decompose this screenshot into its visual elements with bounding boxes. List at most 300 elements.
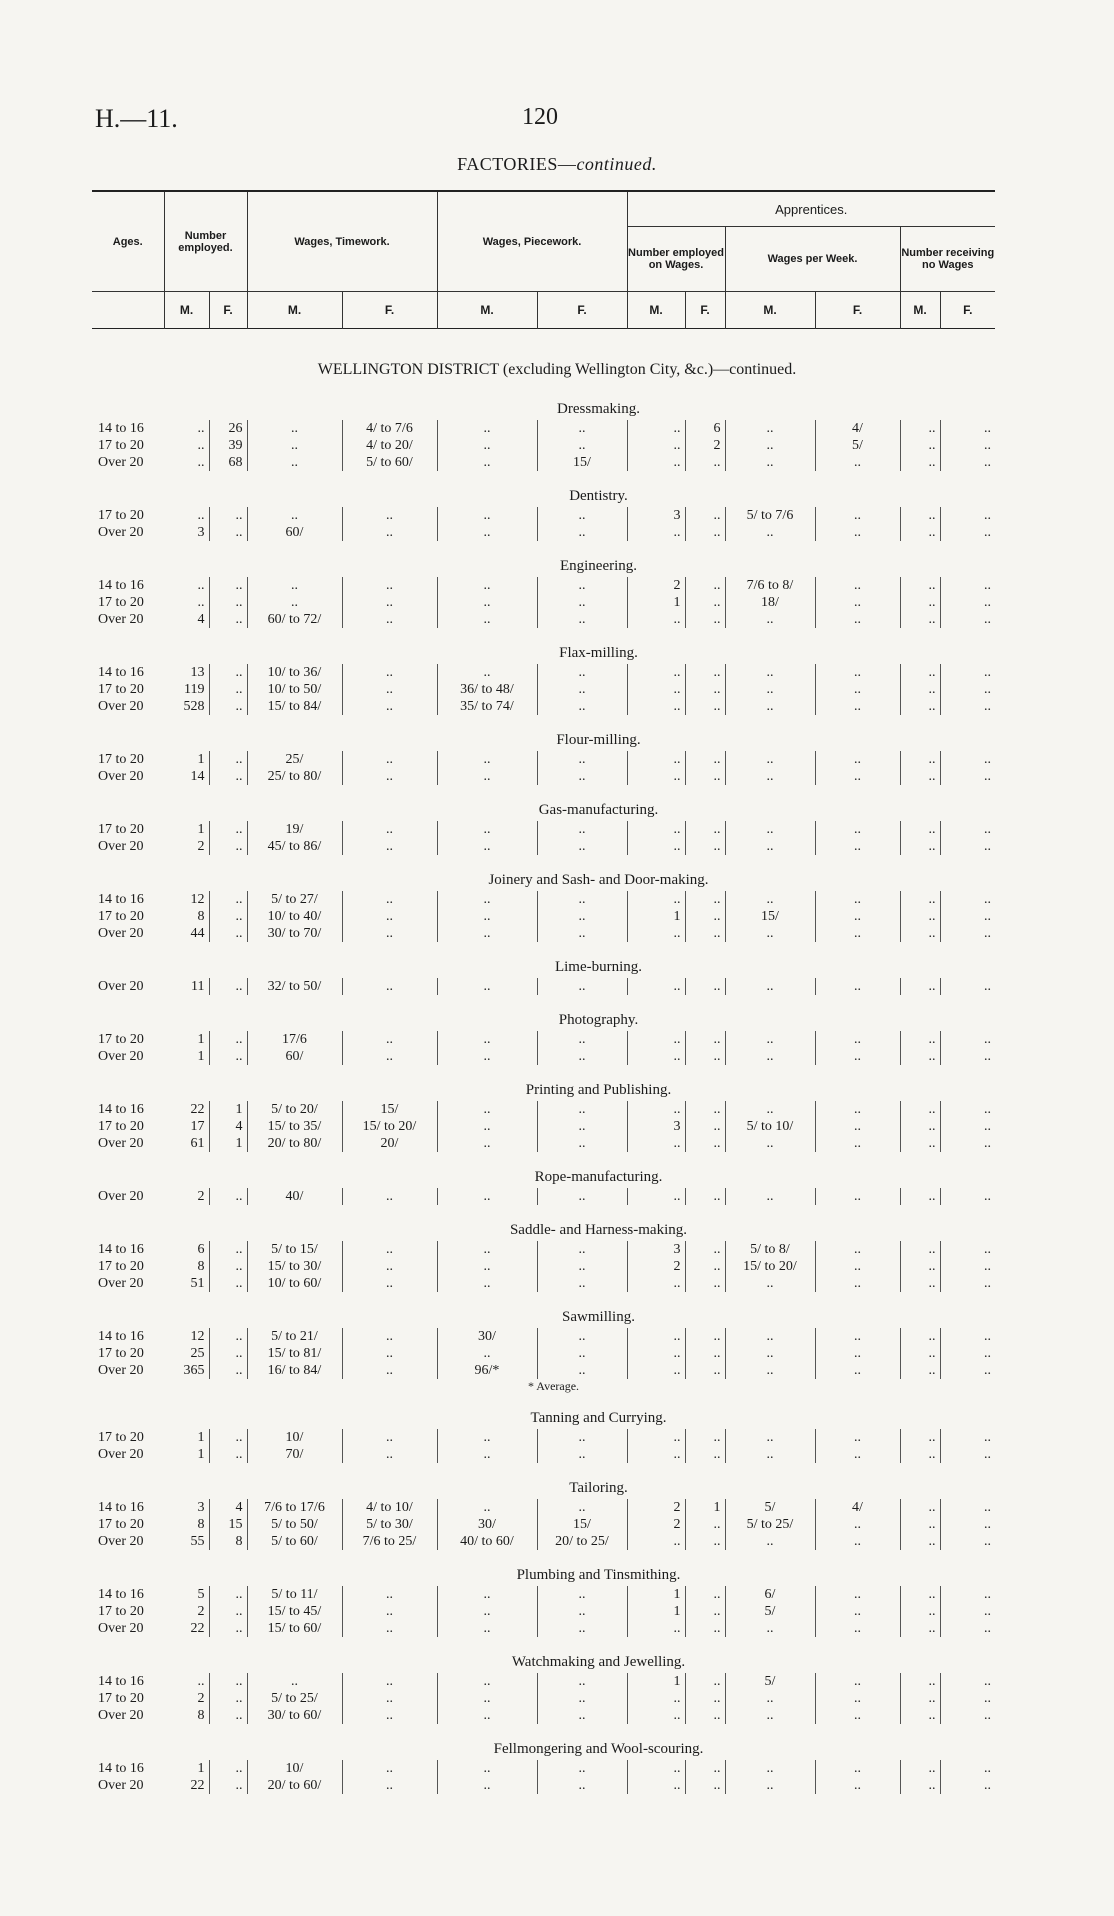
cell-appr-wage-f: .. xyxy=(815,1101,900,1118)
cell-piecework-f: 20/ to 25/ xyxy=(537,1533,627,1550)
cell-appr-employed-f: .. xyxy=(685,577,725,594)
section xyxy=(92,1738,995,1794)
cell-timework-f: 4/ to 10/ xyxy=(342,1499,437,1516)
cell-appr-wage-f: .. xyxy=(815,1707,900,1724)
cell-appr-wage-f: .. xyxy=(815,611,900,628)
cell-timework-f: .. xyxy=(342,1760,437,1777)
cell-piecework-f: 15/ xyxy=(537,454,627,471)
cell-appr-nowage-m: .. xyxy=(900,1603,940,1620)
cell-timework-m: .. xyxy=(247,420,342,437)
cell-appr-nowage-m: .. xyxy=(900,437,940,454)
table-row xyxy=(92,577,995,594)
cell-appr-nowage-m: .. xyxy=(900,681,940,698)
cell-employed-m: .. xyxy=(164,577,209,594)
cell-age: Over 20 xyxy=(98,979,144,994)
cell-piecework-m: .. xyxy=(437,664,537,681)
cell-appr-employed-m: 1 xyxy=(627,1673,685,1690)
cell-appr-wage-m: .. xyxy=(725,420,815,437)
cell-appr-employed-m: 2 xyxy=(627,1516,685,1533)
table-row xyxy=(92,1118,995,1135)
table-row xyxy=(92,524,995,541)
cell-appr-nowage-m: .. xyxy=(900,611,940,628)
cell-piecework-f: .. xyxy=(537,1690,627,1707)
cell-appr-employed-f: .. xyxy=(685,1135,725,1152)
m-header: M. xyxy=(164,292,209,329)
cell-employed-m: 365 xyxy=(164,1362,209,1379)
cell-appr-wage-f: 4/ xyxy=(815,1499,900,1516)
cell-employed-f: .. xyxy=(209,768,247,785)
table-row xyxy=(92,507,995,524)
section-table xyxy=(92,420,995,471)
cell-piecework-f: .. xyxy=(537,1118,627,1135)
cell-appr-employed-f: .. xyxy=(685,1101,725,1118)
cell-appr-wage-f: .. xyxy=(815,1188,900,1205)
cell-appr-nowage-m: .. xyxy=(900,1048,940,1065)
cell-employed-f: .. xyxy=(209,698,247,715)
cell-timework-m: 5/ to 11/ xyxy=(247,1586,342,1603)
cell-appr-employed-m: 1 xyxy=(627,1603,685,1620)
cell-employed-f: .. xyxy=(209,1777,247,1794)
cell-appr-nowage-m: .. xyxy=(900,1031,940,1048)
cell-timework-m: 5/ to 20/ xyxy=(247,1101,342,1118)
cell-employed-m: 8 xyxy=(164,908,209,925)
cell-appr-wage-f: .. xyxy=(815,821,900,838)
cell-appr-employed-m: .. xyxy=(627,1533,685,1550)
cell-appr-wage-m: .. xyxy=(725,891,815,908)
cell-appr-employed-m: .. xyxy=(627,1135,685,1152)
cell-employed-f: .. xyxy=(209,1345,247,1362)
cell-appr-employed-f: .. xyxy=(685,681,725,698)
cell-piecework-m: .. xyxy=(437,891,537,908)
cell-employed-m: 55 xyxy=(164,1533,209,1550)
cell-appr-wage-m: .. xyxy=(725,1101,815,1118)
cell-appr-employed-m: .. xyxy=(627,1690,685,1707)
cell-piecework-f: .. xyxy=(537,611,627,628)
cell-appr-wage-m: .. xyxy=(725,698,815,715)
cell-appr-nowage-f: .. xyxy=(984,1621,991,1636)
cell-employed-m: 1 xyxy=(164,1031,209,1048)
cell-appr-wage-f: .. xyxy=(815,594,900,611)
cell-piecework-f: .. xyxy=(537,1048,627,1065)
cell-piecework-f: .. xyxy=(537,908,627,925)
cell-timework-f: 5/ to 60/ xyxy=(342,454,437,471)
cell-piecework-m: .. xyxy=(437,1760,537,1777)
cell-employed-m: 1 xyxy=(164,1429,209,1446)
cell-appr-employed-m: .. xyxy=(627,768,685,785)
apprentices-header: Apprentices. xyxy=(627,191,995,227)
cell-timework-m: 10/ to 40/ xyxy=(247,908,342,925)
cell-employed-m: .. xyxy=(164,507,209,524)
cell-appr-wage-m: .. xyxy=(725,838,815,855)
cell-timework-m: 10/ to 50/ xyxy=(247,681,342,698)
section-title: Flax-milling. xyxy=(559,645,638,661)
cell-appr-employed-m: 2 xyxy=(627,1258,685,1275)
cell-appr-wage-f: .. xyxy=(815,1690,900,1707)
cell-appr-employed-f: .. xyxy=(685,1620,725,1637)
cell-timework-f: .. xyxy=(342,524,437,541)
table-row xyxy=(92,1707,995,1724)
cell-appr-employed-m: .. xyxy=(627,681,685,698)
cell-timework-m: 60/ xyxy=(247,524,342,541)
cell-appr-nowage-m: .. xyxy=(900,1533,940,1550)
cell-timework-f: .. xyxy=(342,1328,437,1345)
cell-age: 14 to 16 xyxy=(98,1242,144,1257)
cell-employed-f: .. xyxy=(209,1362,247,1379)
cell-employed-m: 51 xyxy=(164,1275,209,1292)
cell-age: 17 to 20 xyxy=(98,909,144,924)
cell-piecework-f: .. xyxy=(537,1362,627,1379)
table-row xyxy=(92,908,995,925)
cell-timework-m: 60/ xyxy=(247,1048,342,1065)
cell-timework-f: 15/ to 20/ xyxy=(342,1118,437,1135)
cell-timework-f: .. xyxy=(342,1586,437,1603)
cell-appr-wage-f: .. xyxy=(815,1362,900,1379)
cell-timework-m: .. xyxy=(247,507,342,524)
cell-age: 14 to 16 xyxy=(98,1761,144,1776)
section-table xyxy=(92,1586,995,1637)
table-row xyxy=(92,1258,995,1275)
cell-appr-wage-m: .. xyxy=(725,1188,815,1205)
cell-employed-m: 11 xyxy=(164,978,209,995)
cell-appr-wage-f: .. xyxy=(815,1586,900,1603)
cell-appr-nowage-f: .. xyxy=(984,1032,991,1047)
cell-appr-nowage-f: .. xyxy=(984,508,991,523)
cell-appr-wage-m: 6/ xyxy=(725,1586,815,1603)
section xyxy=(92,398,995,471)
cell-employed-f: .. xyxy=(209,1048,247,1065)
cell-piecework-f: .. xyxy=(537,1673,627,1690)
cell-appr-wage-m: .. xyxy=(725,1275,815,1292)
cell-age: 14 to 16 xyxy=(98,1329,144,1344)
cell-piecework-f: .. xyxy=(537,420,627,437)
cell-timework-m: 5/ to 50/ xyxy=(247,1516,342,1533)
cell-employed-f: .. xyxy=(209,751,247,768)
section-table xyxy=(92,1673,995,1724)
cell-appr-wage-f: .. xyxy=(815,1275,900,1292)
cell-appr-nowage-m: .. xyxy=(900,1188,940,1205)
cell-employed-m: 1 xyxy=(164,1048,209,1065)
cell-appr-wage-m: 5/ to 25/ xyxy=(725,1516,815,1533)
cell-appr-wage-m: .. xyxy=(725,1429,815,1446)
cell-employed-m: 61 xyxy=(164,1135,209,1152)
cell-employed-f: .. xyxy=(209,1586,247,1603)
cell-appr-nowage-f: .. xyxy=(984,1447,991,1462)
cell-age: 17 to 20 xyxy=(98,1032,144,1047)
cell-piecework-f: .. xyxy=(537,1707,627,1724)
cell-employed-m: 1 xyxy=(164,821,209,838)
cell-appr-employed-f: .. xyxy=(685,1258,725,1275)
cell-appr-nowage-m: .. xyxy=(900,1673,940,1690)
cell-appr-wage-f: .. xyxy=(815,664,900,681)
cell-timework-m: 16/ to 84/ xyxy=(247,1362,342,1379)
cell-employed-f: 15 xyxy=(209,1516,247,1533)
cell-age: 17 to 20 xyxy=(98,1430,144,1445)
table-row xyxy=(92,1690,995,1707)
section xyxy=(92,1306,995,1393)
section-title: Gas-manufacturing. xyxy=(538,802,659,818)
cell-timework-m: 5/ to 25/ xyxy=(247,1690,342,1707)
footnote: * Average. xyxy=(527,1379,580,1393)
cell-employed-f: .. xyxy=(209,664,247,681)
table-row xyxy=(92,1603,995,1620)
cell-appr-nowage-f: .. xyxy=(984,979,991,994)
cell-appr-employed-f: .. xyxy=(685,908,725,925)
cell-timework-m: .. xyxy=(247,454,342,471)
cell-appr-wage-f: .. xyxy=(815,1516,900,1533)
f-header: F. xyxy=(685,292,725,329)
cell-piecework-f: .. xyxy=(537,1429,627,1446)
cell-timework-f: .. xyxy=(342,978,437,995)
section xyxy=(92,1651,995,1724)
cell-appr-employed-m: .. xyxy=(627,611,685,628)
cell-appr-employed-f: .. xyxy=(685,1118,725,1135)
cell-employed-f: .. xyxy=(209,1760,247,1777)
cell-appr-wage-m: 5/ to 10/ xyxy=(725,1118,815,1135)
m-header: M. xyxy=(725,292,815,329)
cell-piecework-m: .. xyxy=(437,925,537,942)
table-row xyxy=(92,611,995,628)
cell-appr-employed-f: .. xyxy=(685,768,725,785)
cell-employed-m: 12 xyxy=(164,891,209,908)
cell-piecework-m: .. xyxy=(437,1673,537,1690)
cell-appr-nowage-m: .. xyxy=(900,838,940,855)
cell-appr-nowage-f: .. xyxy=(984,682,991,697)
cell-appr-employed-m: .. xyxy=(627,891,685,908)
cell-piecework-m: .. xyxy=(437,1241,537,1258)
cell-timework-m: 70/ xyxy=(247,1446,342,1463)
cell-appr-wage-f: .. xyxy=(815,908,900,925)
cell-appr-wage-f: .. xyxy=(815,1446,900,1463)
cell-appr-wage-f: .. xyxy=(815,1048,900,1065)
cell-appr-nowage-m: .. xyxy=(900,698,940,715)
cell-appr-employed-f: 2 xyxy=(685,437,725,454)
apprentices-number-header: Number employed on Wages. xyxy=(627,227,725,292)
cell-employed-m: 4 xyxy=(164,611,209,628)
cell-appr-nowage-m: .. xyxy=(900,577,940,594)
cell-appr-nowage-m: .. xyxy=(900,420,940,437)
table-row xyxy=(92,891,995,908)
cell-timework-f: .. xyxy=(342,1777,437,1794)
cell-employed-f: .. xyxy=(209,925,247,942)
cell-appr-wage-m: .. xyxy=(725,925,815,942)
cell-timework-f: 4/ to 20/ xyxy=(342,437,437,454)
section-table xyxy=(92,1188,995,1205)
section-table xyxy=(92,821,995,855)
cell-appr-employed-f: .. xyxy=(685,454,725,471)
apprentices-wages-header: Wages per Week. xyxy=(725,227,900,292)
cell-timework-f: .. xyxy=(342,1188,437,1205)
cell-appr-nowage-f: .. xyxy=(984,926,991,941)
cell-appr-employed-m: .. xyxy=(627,1188,685,1205)
table-row xyxy=(92,1328,995,1345)
cell-appr-wage-m: .. xyxy=(725,1362,815,1379)
cell-employed-m: 1 xyxy=(164,751,209,768)
cell-appr-employed-f: .. xyxy=(685,891,725,908)
cell-timework-m: 10/ xyxy=(247,1760,342,1777)
cell-piecework-m: .. xyxy=(437,577,537,594)
cell-age: 14 to 16 xyxy=(98,1500,144,1515)
section-title: Dentistry. xyxy=(569,488,628,504)
cell-appr-wage-m: 5/ xyxy=(725,1673,815,1690)
table-row xyxy=(92,420,995,437)
cell-appr-nowage-f: .. xyxy=(984,1691,991,1706)
cell-appr-wage-m: .. xyxy=(725,1328,815,1345)
cell-appr-nowage-m: .. xyxy=(900,1777,940,1794)
cell-piecework-m: .. xyxy=(437,1345,537,1362)
cell-age: Over 20 xyxy=(98,1049,144,1064)
cell-piecework-f: .. xyxy=(537,594,627,611)
cell-employed-f: .. xyxy=(209,594,247,611)
cell-timework-m: 5/ to 15/ xyxy=(247,1241,342,1258)
section-table xyxy=(92,1241,995,1292)
cell-appr-employed-m: .. xyxy=(627,1777,685,1794)
cell-piecework-m: 30/ xyxy=(437,1516,537,1533)
section-table xyxy=(92,1031,995,1065)
cell-piecework-f: .. xyxy=(537,1603,627,1620)
cell-employed-f: .. xyxy=(209,1620,247,1637)
cell-timework-f: .. xyxy=(342,1429,437,1446)
cell-appr-wage-m: .. xyxy=(725,437,815,454)
cell-piecework-m: .. xyxy=(437,437,537,454)
cell-timework-f: .. xyxy=(342,1690,437,1707)
cell-employed-m: 3 xyxy=(164,1499,209,1516)
cell-appr-nowage-f: .. xyxy=(984,438,991,453)
cell-appr-wage-f: .. xyxy=(815,1603,900,1620)
cell-appr-nowage-f: .. xyxy=(984,665,991,680)
cell-piecework-f: .. xyxy=(537,577,627,594)
m-header: M. xyxy=(900,292,940,329)
section xyxy=(92,485,995,541)
section-title: Flour-milling. xyxy=(556,732,641,748)
cell-timework-f: .. xyxy=(342,1258,437,1275)
cell-employed-f: .. xyxy=(209,838,247,855)
cell-age: Over 20 xyxy=(98,769,144,784)
section-title: Watchmaking and Jewelling. xyxy=(511,1654,686,1670)
cell-piecework-f: .. xyxy=(537,978,627,995)
cell-timework-f: .. xyxy=(342,1031,437,1048)
section-title: Printing and Publishing. xyxy=(525,1082,672,1098)
cell-age: Over 20 xyxy=(98,1189,144,1204)
cell-employed-m: 2 xyxy=(164,1603,209,1620)
cell-employed-m: 22 xyxy=(164,1101,209,1118)
cell-piecework-m: .. xyxy=(437,751,537,768)
cell-appr-nowage-f: .. xyxy=(984,909,991,924)
cell-employed-m: 44 xyxy=(164,925,209,942)
cell-appr-wage-f: .. xyxy=(815,978,900,995)
cell-appr-employed-f: .. xyxy=(685,524,725,541)
section-table xyxy=(92,1429,995,1463)
cell-appr-nowage-m: .. xyxy=(900,1118,940,1135)
cell-age: 17 to 20 xyxy=(98,752,144,767)
cell-appr-employed-m: 1 xyxy=(627,594,685,611)
cell-appr-nowage-m: .. xyxy=(900,1429,940,1446)
cell-appr-nowage-m: .. xyxy=(900,454,940,471)
cell-piecework-m: .. xyxy=(437,768,537,785)
cell-appr-employed-m: .. xyxy=(627,1429,685,1446)
cell-appr-wage-f: .. xyxy=(815,768,900,785)
cell-piecework-f: .. xyxy=(537,838,627,855)
cell-appr-nowage-f: .. xyxy=(984,1119,991,1134)
cell-appr-nowage-m: .. xyxy=(900,1241,940,1258)
cell-age: Over 20 xyxy=(98,926,144,941)
cell-timework-f: .. xyxy=(342,698,437,715)
cell-appr-wage-m: .. xyxy=(725,524,815,541)
section-title: Fellmongering and Wool-scouring. xyxy=(493,1741,704,1757)
cell-appr-employed-m: .. xyxy=(627,1031,685,1048)
cell-piecework-m: 35/ to 74/ xyxy=(437,698,537,715)
cell-employed-m: 14 xyxy=(164,768,209,785)
table-row xyxy=(92,751,995,768)
cell-piecework-f: .. xyxy=(537,925,627,942)
cell-appr-nowage-m: .. xyxy=(900,594,940,611)
table-row xyxy=(92,1777,995,1794)
cell-appr-nowage-m: .. xyxy=(900,1345,940,1362)
section-table xyxy=(92,1328,995,1379)
cell-employed-m: 2 xyxy=(164,1188,209,1205)
cell-piecework-f: .. xyxy=(537,1328,627,1345)
cell-appr-wage-m: .. xyxy=(725,611,815,628)
section-table xyxy=(92,891,995,942)
cell-appr-nowage-f: .. xyxy=(984,421,991,436)
cell-appr-wage-m: .. xyxy=(725,1620,815,1637)
cell-age: 17 to 20 xyxy=(98,822,144,837)
cell-timework-m: 30/ to 70/ xyxy=(247,925,342,942)
cell-appr-wage-m: .. xyxy=(725,454,815,471)
table-row xyxy=(92,1135,995,1152)
cell-appr-employed-m: .. xyxy=(627,821,685,838)
document-id: H.—11. xyxy=(95,104,178,133)
cell-appr-nowage-f: .. xyxy=(984,1517,991,1532)
cell-appr-nowage-f: .. xyxy=(984,578,991,593)
cell-appr-wage-f: .. xyxy=(815,1533,900,1550)
section-title: Lime-burning. xyxy=(554,959,643,975)
section-table xyxy=(92,664,995,715)
cell-appr-wage-m: 7/6 to 8/ xyxy=(725,577,815,594)
cell-appr-employed-m: .. xyxy=(627,925,685,942)
cell-timework-m: 30/ to 60/ xyxy=(247,1707,342,1724)
cell-employed-f: .. xyxy=(209,524,247,541)
cell-timework-m: 45/ to 86/ xyxy=(247,838,342,855)
section-table xyxy=(92,978,995,995)
cell-piecework-f: .. xyxy=(537,751,627,768)
cell-timework-m: 15/ to 84/ xyxy=(247,698,342,715)
cell-timework-m: 5/ to 27/ xyxy=(247,891,342,908)
table-row xyxy=(92,1275,995,1292)
cell-appr-nowage-m: .. xyxy=(900,1446,940,1463)
cell-age: 14 to 16 xyxy=(98,1674,144,1689)
section xyxy=(92,1079,995,1152)
cell-piecework-f: .. xyxy=(537,1620,627,1637)
cell-employed-f: .. xyxy=(209,1258,247,1275)
cell-appr-nowage-m: .. xyxy=(900,1328,940,1345)
cell-appr-employed-f: .. xyxy=(685,1690,725,1707)
section-table xyxy=(92,1499,995,1550)
cell-appr-nowage-f: .. xyxy=(984,1534,991,1549)
m-header: M. xyxy=(247,292,342,329)
table-row xyxy=(92,768,995,785)
cell-appr-wage-m: .. xyxy=(725,1345,815,1362)
cell-piecework-m: .. xyxy=(437,1603,537,1620)
cell-appr-nowage-m: .. xyxy=(900,978,940,995)
cell-appr-employed-m: .. xyxy=(627,1446,685,1463)
cell-appr-employed-m: 3 xyxy=(627,1241,685,1258)
cell-piecework-f: .. xyxy=(537,1345,627,1362)
cell-employed-m: 119 xyxy=(164,681,209,698)
cell-employed-f: 4 xyxy=(209,1118,247,1135)
page-number: 120 xyxy=(522,104,558,130)
cell-appr-employed-m: .. xyxy=(627,1707,685,1724)
cell-timework-f: 20/ xyxy=(342,1135,437,1152)
